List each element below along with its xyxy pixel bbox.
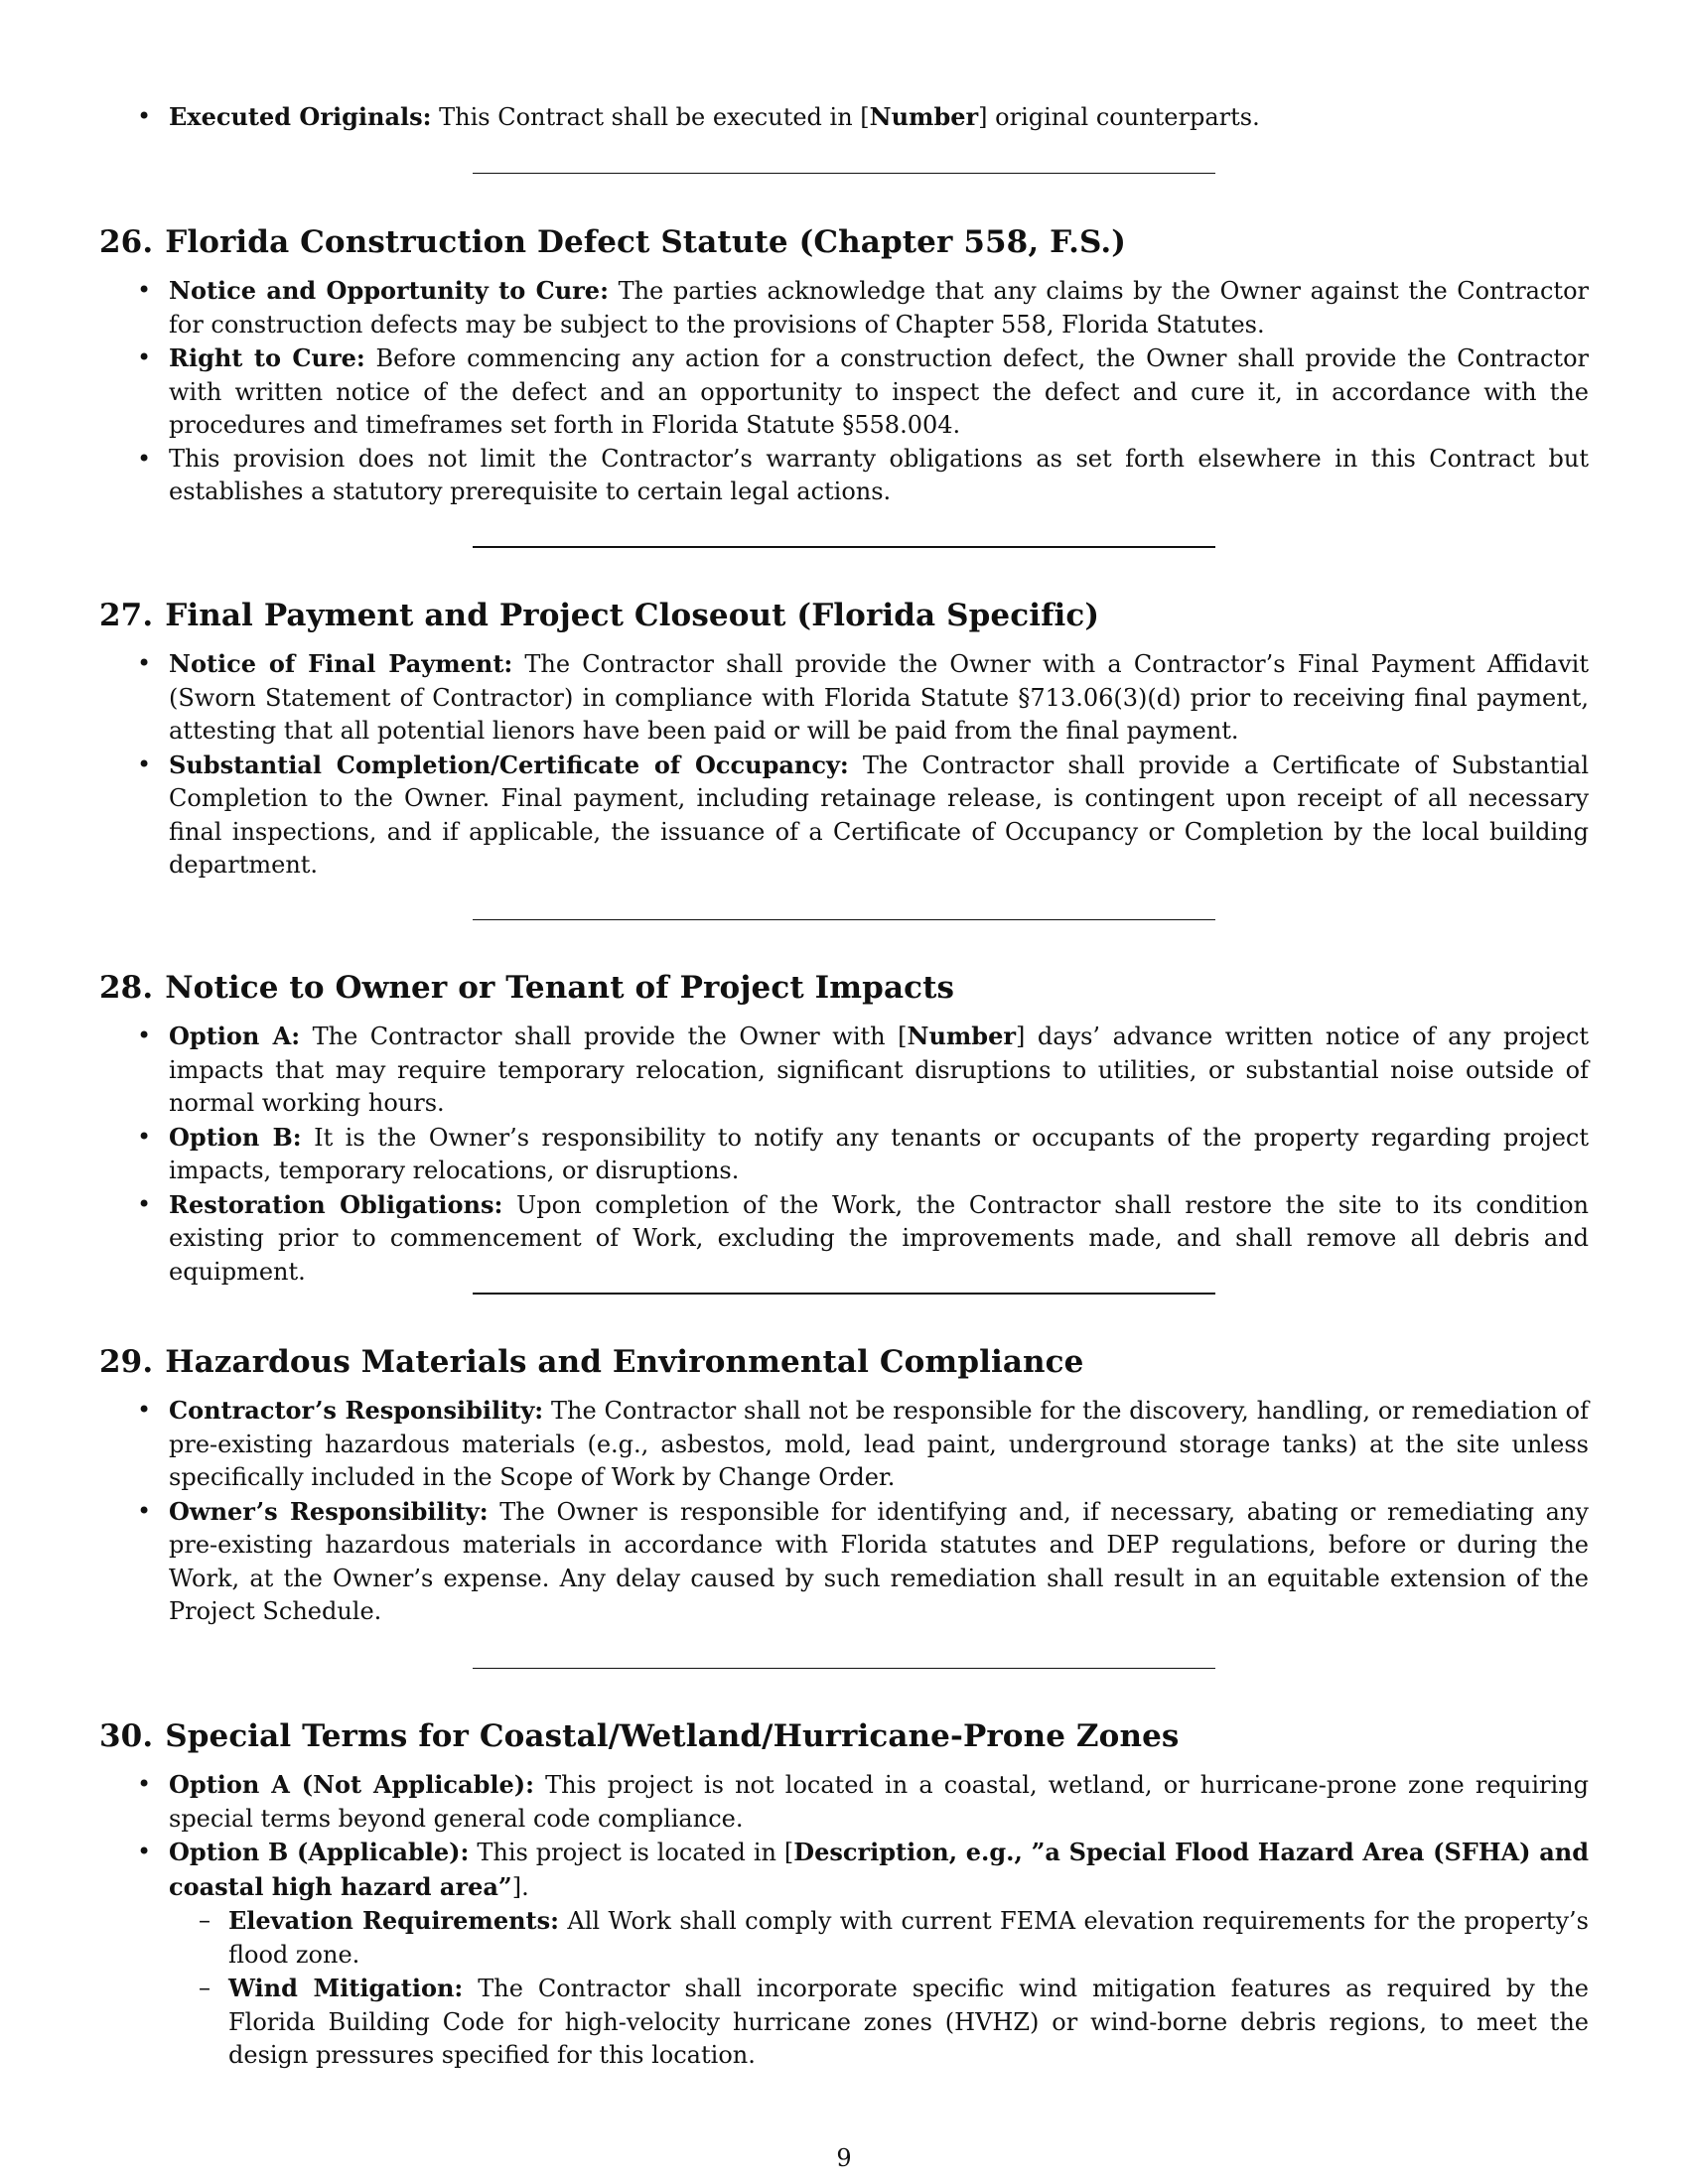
placeholder-description: Description, e.g., ”a Special Flood Hazard Area (SFHA) and coastal high hazard area” [169, 1838, 1589, 1901]
section-28 [99, 968, 1589, 1289]
list-item [99, 647, 1589, 749]
item-text: It is the Owner’s responsibility to notify any tenants or occupants of the property regarding project impacts, temporary relocations, or disruptions. [169, 1123, 1589, 1184]
section-29 [99, 1342, 1589, 1629]
top-list [99, 100, 1589, 135]
section-heading [99, 1342, 1589, 1382]
item-text: The Contractor shall provide a Certificate of Substantial Completion to the Owner. Final payment, including retainage release, is contingent upon receipt of all necessary final inspections, and if applicable, the issuance of a Certificate of Occupancy or Completion by the local building department. [169, 751, 1589, 879]
item-text: Before commencing any action for a construction defect, the Owner shall provide the Contractor with written notice of the defect and an opportunity to inspect the defect and cure it, in accordance with the procedures and timeframes set forth in Florida Statute §558.004. [169, 344, 1590, 439]
item-label: Right to Cure: [169, 343, 365, 372]
item-text: This project is not located in a coastal, wetland, or hurricane-prone zone requiring special terms beyond general code compliance. [169, 1771, 1589, 1833]
list-item [99, 443, 1589, 509]
list-item [99, 1121, 1589, 1188]
section-heading [99, 222, 1589, 262]
section-number: 26. [99, 224, 154, 260]
item-label: Notice of Final Payment: [169, 649, 513, 678]
item-label: Contractor’s Responsibility: [169, 1396, 544, 1425]
section-heading [99, 596, 1589, 635]
list-item [99, 100, 1589, 135]
list-item [99, 749, 1589, 883]
item-label: Option B: [169, 1122, 302, 1152]
section-title: Special Terms for Coastal/Wetland/Hurricane-Prone Zones [165, 1718, 1180, 1754]
item-text: The Contractor shall provide the Owner with a Contractor’s Final Payment Affidavit (Sworn Statement of Contractor) in compliance with Florida Statute §713.06(3)(d) prior to receiving final payment, attesting that all potential lienors have been paid or will be paid from the final payment. [169, 650, 1589, 745]
placeholder-number: Number [907, 1022, 1016, 1050]
item-text: The Contractor shall provide the Owner with [ [300, 1023, 908, 1050]
section-divider [473, 1668, 1215, 1669]
list-item [99, 1020, 1589, 1121]
item-label: Restoration Obligations: [169, 1189, 503, 1219]
item-label: Elevation Requirements: [228, 1906, 559, 1935]
item-label: Executed Originals: [169, 102, 432, 131]
item-text: All Work shall comply with current FEMA elevation requirements for the property’s flood zone. [228, 1907, 1589, 1969]
list-item [99, 1394, 1589, 1495]
item-text: The Contractor shall incorporate specific wind mitigation features as required by the Florida Building Code for high-velocity hurricane zones (HVHZ) or wind-borne debris regions, to meet the design pressures specified for this location. [228, 1975, 1589, 2069]
section-title: Final Payment and Project Closeout (Florida Specific) [165, 598, 1100, 633]
section-heading [99, 1716, 1589, 1756]
section-divider [473, 173, 1215, 174]
item-label: Owner’s Responsibility: [169, 1496, 489, 1526]
section-27 [99, 596, 1589, 883]
item-text: ]. [511, 1872, 529, 1901]
list-item [99, 1836, 1589, 2073]
sub-list-item [169, 1904, 1589, 1972]
section-26 [99, 222, 1589, 509]
section-number: 27. [99, 598, 154, 633]
section-number: 28. [99, 970, 154, 1006]
list-item [99, 1188, 1589, 1290]
item-label: Wind Mitigation: [228, 1974, 464, 2002]
item-label: Notice and Opportunity to Cure: [169, 276, 609, 305]
item-text: The Owner is responsible for identifying and, if necessary, abating or remediating any pre-existing hazardous materials in accordance with Florida statutes and DEP regulations, before or during the Work, at the Owner’s expense. Any delay caused by such remediation shall result in an equitable extension of the Project Schedule. [169, 1497, 1589, 1625]
section-number: 30. [99, 1718, 154, 1754]
placeholder-number: Number [869, 102, 979, 131]
list-item [99, 1768, 1589, 1836]
section-divider [473, 546, 1215, 548]
section-divider [473, 1293, 1215, 1295]
item-text: This project is located in [ [469, 1839, 794, 1866]
page-number: 9 [836, 2144, 852, 2172]
item-label: Substantial Completion/Certificate of Occupancy: [169, 750, 849, 779]
item-text: ] days’ advance written notice of any project impacts that may require temporary relocation, significant disruptions to utilities, or substantial noise outside of normal working hours. [169, 1023, 1590, 1117]
item-label: Option B (Applicable): [169, 1838, 470, 1866]
section-30 [99, 1716, 1589, 2073]
item-text: This provision does not limit the Contractor’s warranty obligations as set forth elsewhere in this Contract but establishes a statutory prerequisite to certain legal actions. [169, 444, 1589, 505]
item-label: Option A: [169, 1022, 301, 1050]
item-text: Upon completion of the Work, the Contractor shall restore the site to its condition existing prior to commencement of Work, excluding the improvements made, and shall remove all debris and equipment. [169, 1190, 1589, 1286]
section-title: Florida Construction Defect Statute (Chapter 558, F.S.) [165, 224, 1127, 260]
sub-list [169, 1904, 1589, 2073]
sub-list-item [169, 1972, 1589, 2073]
list-item [99, 274, 1589, 341]
list-item [99, 1495, 1589, 1629]
section-title: Notice to Owner or Tenant of Project Impacts [165, 970, 955, 1006]
section-heading [99, 968, 1589, 1008]
item-text: The parties acknowledge that any claims by the Owner against the Contractor for construction defects may be subject to the provisions of Chapter 558, Florida Statutes. [169, 277, 1589, 339]
item-text: ] original counterparts. [978, 103, 1260, 131]
item-text: The Contractor shall not be responsible for the discovery, handling, or remediation of pre-existing hazardous materials (e.g., asbestos, mold, lead paint, underground storage tanks) at the site unless specifically included in the Scope of Work by Change Order. [169, 1397, 1589, 1491]
section-title: Hazardous Materials and Environmental Compliance [165, 1344, 1084, 1380]
section-divider [473, 919, 1215, 920]
section-number: 29. [99, 1344, 154, 1380]
item-text: This Contract shall be executed in [ [431, 103, 870, 131]
item-label: Option A (Not Applicable): [169, 1770, 534, 1799]
list-item [99, 341, 1589, 443]
